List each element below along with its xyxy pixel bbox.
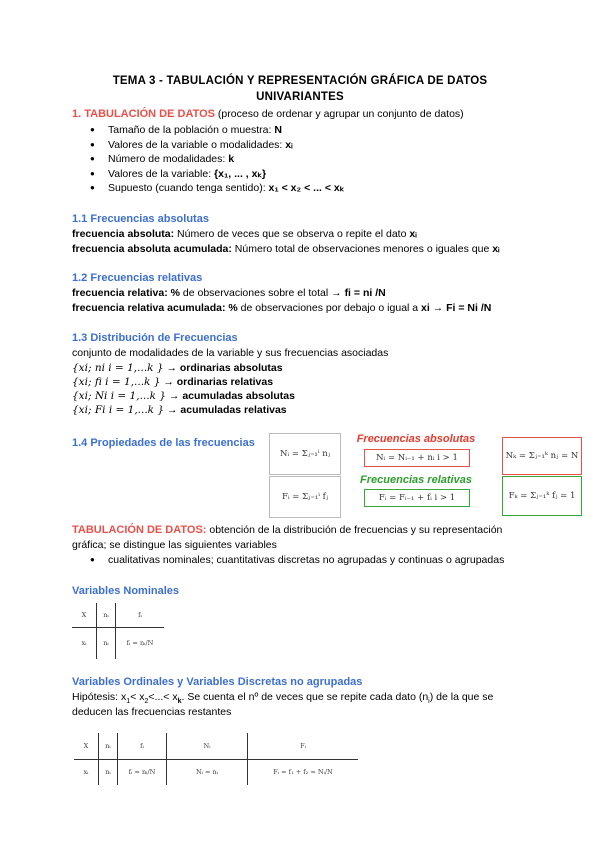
section-1-bullets [88, 123, 344, 196]
section-1-heading: 1. TABULACIÓN DE DATOS (proceso de ordenar y agrupar un conjunto de datos) [72, 108, 464, 120]
table-header-Ni: Nᵢ [167, 733, 248, 759]
formula-box-Ni-sum: Nᵢ = Σⱼ₌₁ⁱ nⱼ [269, 433, 341, 475]
label-frecuencias-absolutas: Frecuencias absolutas [356, 433, 476, 445]
subsection-1-3-heading: 1.3 Distribución de Frecuencias [72, 332, 238, 344]
distribucion-list [72, 361, 295, 417]
page-title [0, 73, 600, 105]
formula-box-Fi-sum: Fᵢ = Σⱼ₌₁ⁱ fⱼ [269, 476, 341, 518]
table-cell: fᵢ = nᵢ/N [116, 627, 165, 659]
tabulacion-paragraph: TABULACIÓN DE DATOS: obtención de la distribución de frecuencias y su representación [72, 524, 503, 536]
nominales-table [72, 603, 164, 659]
freq-relativa-def: frecuencia relativa: % de observaciones sobre el total → fi = ni /N [72, 287, 386, 299]
table-cell: xᵢ [72, 627, 97, 659]
formula-box-Fi-recursive: Fᵢ = Fᵢ₋₁ + fᵢ i > 1 [364, 489, 470, 507]
table-header-x: X [72, 603, 97, 627]
list-item: ● Supuesto (cuando tenga sentido): x₁ < x₂ < ... < xₖ [88, 181, 344, 196]
subsection-1-4-heading: 1.4 Propiedades de las frecuencias [72, 437, 255, 449]
list-item: ● Valores de la variable: {x₁, ... , xₖ} [88, 167, 344, 182]
table-cell: Fᵢ = f₁ + f₂ = Nᵢ/N [248, 759, 359, 785]
list-item: ● Número de modalidades: k [88, 152, 344, 167]
nominales-heading: Variables Nominales [72, 585, 179, 597]
table-header-ni: nᵢ [99, 733, 118, 759]
distribucion-intro: conjunto de modalidades de la variable y sus frecuencias asociadas [72, 347, 389, 359]
list-item: {xi; fi i = 1,...k } → ordinarias relativas [72, 376, 274, 388]
table-cell: nᵢ [99, 759, 118, 785]
table-header-ni: nᵢ [97, 603, 116, 627]
list-item: ● Valores de la variable o modalidades: xᵢ [88, 138, 344, 153]
freq-absoluta-acum-def: frecuencia absoluta acumulada: Número total de observaciones menores o iguales que xᵢ [72, 243, 500, 255]
table-cell: nᵢ [97, 627, 116, 659]
ordinales-heading: Variables Ordinales y Variables Discretas no agrupadas [72, 676, 363, 688]
list-item: {xi; Fi i = 1,...k } → acumuladas relativas [72, 404, 287, 416]
formula-box-Fk-total: Fₖ = Σⱼ₌₁ᵏ fⱼ = 1 [502, 476, 582, 516]
table-header-fi: fᵢ [118, 733, 167, 759]
formula-box-Ni-recursive: Nᵢ = Nᵢ₋₁ + nᵢ i > 1 [364, 449, 470, 467]
table-cell: Nᵢ = nᵢ [167, 759, 248, 785]
list-item: ● Tamaño de la población o muestra: N [88, 123, 344, 138]
list-item: {xi; ni i = 1,...k } → ordinarias absolutas [72, 362, 283, 374]
freq-relativa-acum-def: frecuencia relativa acumulada: % de observaciones por debajo o igual a xi → Fi = Ni /N [72, 302, 492, 314]
label-frecuencias-relativas: Frecuencias relativas [360, 474, 472, 486]
tabulacion-bullets [88, 553, 504, 568]
ordinales-table [74, 733, 358, 785]
list-item: {xi; Ni i = 1,...k } → acumuladas absolutas [72, 390, 295, 402]
subsection-1-1-heading: 1.1 Frecuencias absolutas [72, 213, 209, 225]
list-item: ● cualitativas nominales; cuantitativas discretas no agrupadas y continuas o agrupadas [88, 553, 504, 568]
title-line-1: TEMA 3 - TABULACIÓN Y REPRESENTACIÓN GRÁFICA DE DATOS [112, 75, 488, 87]
table-header-fi: fᵢ [116, 603, 165, 627]
freq-absoluta-def: frecuencia absoluta: Número de veces que se observa o repite el dato xᵢ [72, 228, 417, 240]
tabulacion-paragraph-2: gráfica; se distingue las siguientes variables [72, 539, 277, 551]
ordinales-hypothesis-2: deducen las frecuencias restantes [72, 706, 232, 718]
table-cell: fᵢ = nᵢ/N [118, 759, 167, 785]
title-line-2: UNIVARIANTES [256, 91, 344, 103]
ordinales-hypothesis: Hipótesis: $x_1< x_2<...< x_k$. Se cuenta el nº de veces que se repite cada dato $(n_i)$ de la que se [72, 691, 494, 706]
table-cell: xᵢ [74, 759, 99, 785]
table-header-x: X [74, 733, 99, 759]
subsection-1-2-heading: 1.2 Frecuencias relativas [72, 272, 203, 284]
formula-box-Nk-total: Nₖ = Σⱼ₌₁ᵏ nⱼ = N [502, 437, 582, 475]
table-header-Fi: Fᵢ [248, 733, 359, 759]
